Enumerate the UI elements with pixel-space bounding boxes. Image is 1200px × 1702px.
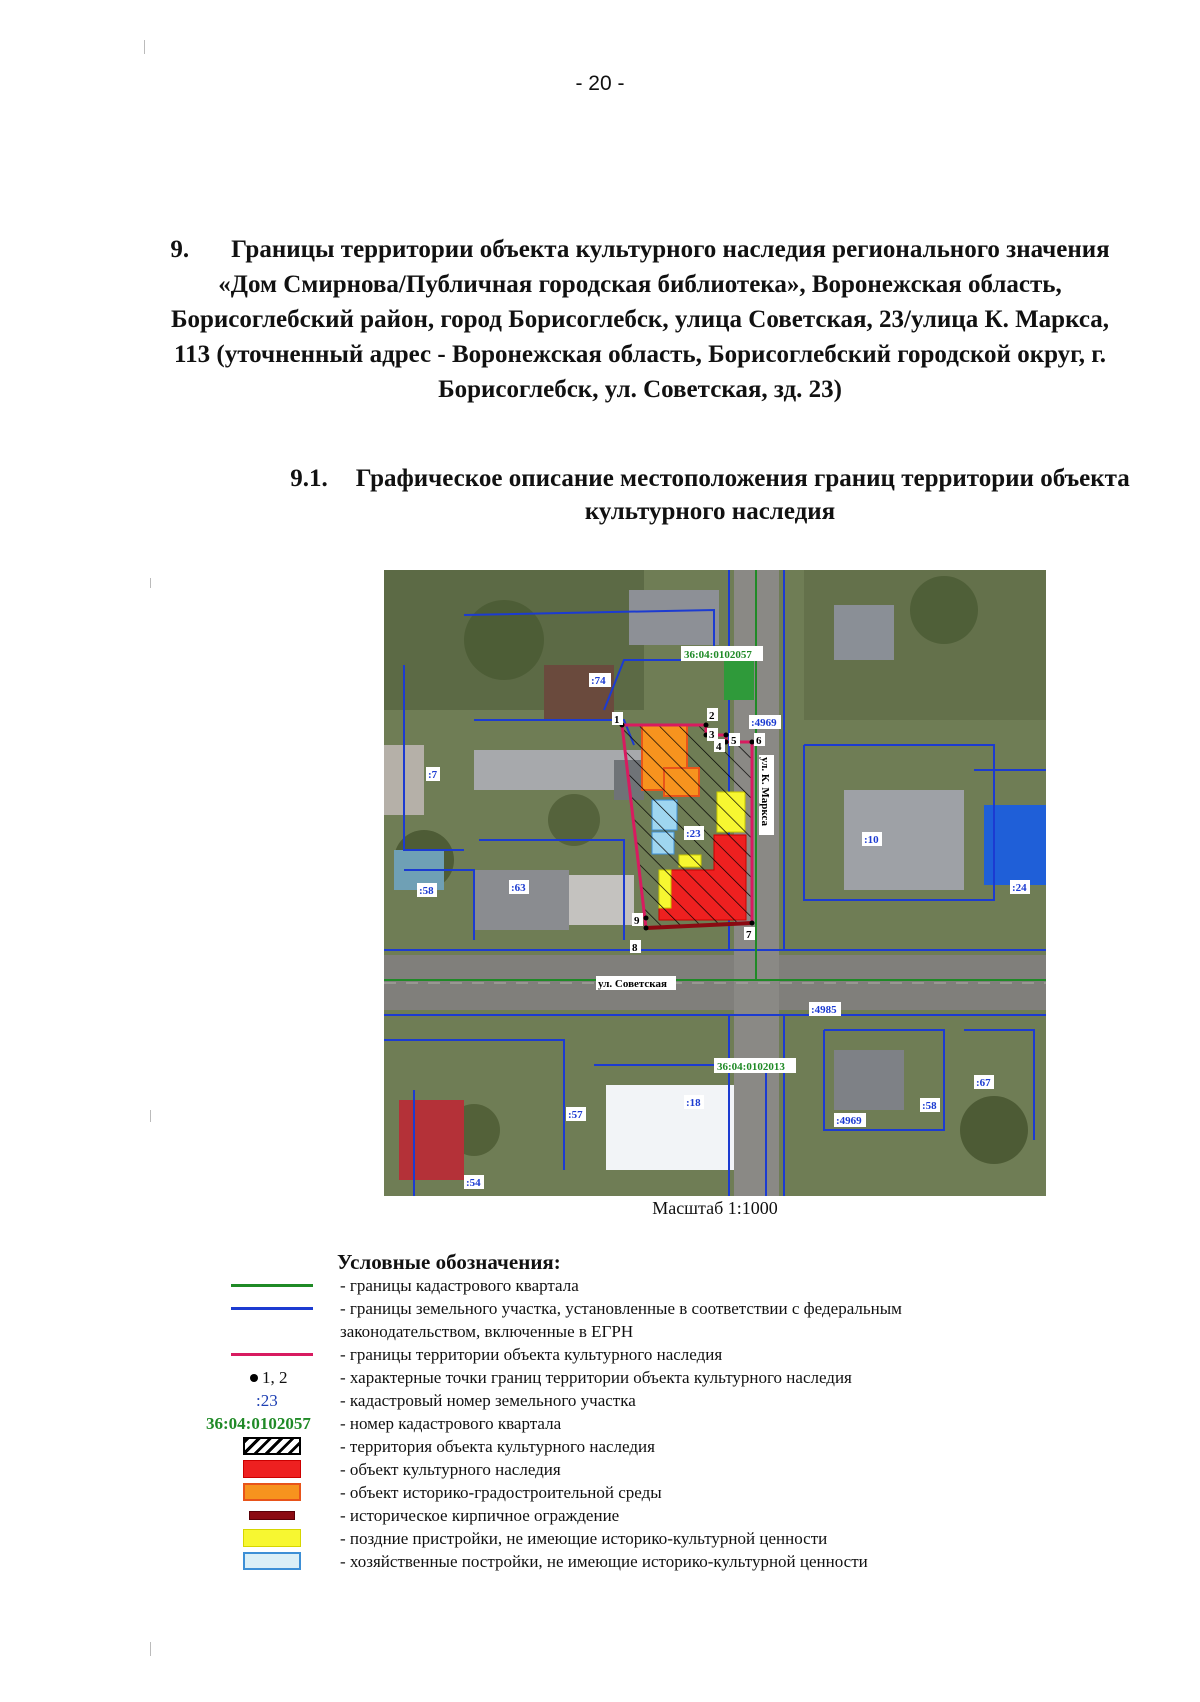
parcel-label: :4969: [751, 717, 777, 729]
legend-text: - территория объекта культурного наследия: [340, 1437, 655, 1456]
quarter-label: 36:04:0102013: [717, 1061, 785, 1073]
roof: [399, 1100, 464, 1180]
environment-swatch: [243, 1483, 301, 1501]
legend-text: - границы земельного участка, установленные в соответствии с федеральным законодательством, включенные в ЕГРН: [340, 1299, 902, 1341]
parcel-label: :23: [686, 828, 701, 840]
legend-text: - поздние пристройки, не имеющие историко-культурной ценности: [340, 1529, 828, 1548]
parcel-label: :74: [591, 675, 606, 687]
point-label: 3: [709, 729, 715, 741]
point-marker: [750, 921, 755, 926]
tree-canopy: [910, 576, 978, 644]
parcel-label: :18: [686, 1097, 701, 1109]
legend-symbol: [190, 1504, 340, 1527]
legend-row-territory-line: [190, 1343, 1090, 1366]
legend-text: - границы территории объекта культурного наследия: [340, 1345, 723, 1364]
legend-row-fence: [190, 1504, 1090, 1527]
green-plot: [724, 660, 754, 700]
roof: [834, 1050, 904, 1110]
point-label: 9: [634, 915, 640, 927]
roof: [629, 590, 719, 645]
legend: [190, 1274, 1090, 1573]
point-marker: [724, 733, 729, 738]
parcel-label: :58: [922, 1100, 937, 1112]
point-label: 8: [632, 942, 638, 954]
parcel-label: :24: [1012, 882, 1027, 894]
cadastral-map: [384, 570, 1046, 1196]
outbuildings-swatch: [243, 1552, 301, 1570]
points-symbol-text: 1, 2: [262, 1368, 288, 1387]
point-label: 1: [614, 714, 620, 726]
scan-mark: [150, 1642, 151, 1656]
street-label: ул. К. Маркса: [759, 757, 771, 826]
legend-row-parcel-line: [190, 1297, 1090, 1343]
legend-symbol: [190, 1297, 340, 1320]
legend-symbol: [190, 1389, 340, 1412]
late-additions-swatch: [243, 1529, 301, 1547]
legend-title: Условные обозначения:: [337, 1250, 561, 1274]
subsection-title: [260, 462, 1160, 528]
parcel-label: :10: [864, 834, 879, 846]
map-scale: Масштаб 1:1000: [652, 1198, 778, 1218]
points-symbol: [250, 1366, 288, 1389]
section-title: [160, 232, 1120, 407]
point-label: 5: [731, 735, 737, 747]
scan-mark: [144, 40, 145, 54]
legend-text: - кадастровый номер земельного участка: [340, 1391, 636, 1410]
legend-text: - объект историко-градостроительной среды: [340, 1483, 662, 1502]
legend-symbol: [190, 1550, 340, 1573]
cadastral-symbol: :23: [256, 1391, 278, 1410]
page-number: - 20 -: [575, 72, 625, 95]
legend-row-hatch: [190, 1435, 1090, 1458]
quarter-symbol: 36:04:0102057: [206, 1414, 311, 1433]
heritage-swatch: [243, 1460, 301, 1478]
legend-symbol: [190, 1412, 340, 1435]
legend-text: - номер кадастрового квартала: [340, 1414, 562, 1433]
point-dot-icon: [250, 1374, 258, 1382]
quarter-label: 36:04:0102057: [684, 649, 752, 661]
legend-symbol: [190, 1435, 340, 1458]
scan-mark: [150, 1110, 151, 1122]
tree-canopy: [548, 794, 600, 846]
scan-mark: [150, 578, 151, 588]
subsection-number: 9.1.: [290, 465, 328, 492]
subsection-title-text: Графическое описание местоположения границ территории объекта культурного наследия: [355, 465, 1130, 525]
point-label: 2: [709, 710, 715, 722]
point-marker: [644, 926, 649, 931]
street-label-vertical: [759, 755, 774, 835]
street-label: ул. Советская: [598, 978, 667, 990]
legend-row-quarter-number: [190, 1412, 1090, 1435]
point-marker: [644, 916, 649, 921]
parcel-label: :4969: [836, 1115, 862, 1127]
roof: [474, 870, 569, 930]
legend-row-environment: [190, 1481, 1090, 1504]
legend-text: - границы кадастрового квартала: [340, 1276, 579, 1295]
territory-line-swatch: [231, 1353, 313, 1356]
tree-canopy: [960, 1096, 1028, 1164]
parcel-label: :63: [511, 882, 526, 894]
legend-text: - хозяйственные постройки, не имеющие историко-культурной ценности: [340, 1552, 868, 1571]
legend-row-outbuildings: [190, 1550, 1090, 1573]
section-number: 9.: [170, 236, 190, 263]
legend-symbol: [190, 1458, 340, 1481]
parcel-label: :58: [419, 885, 434, 897]
point-label: 7: [746, 929, 752, 941]
parcel-label: :4985: [811, 1004, 837, 1016]
legend-text: - историческое кирпичное ограждение: [340, 1506, 620, 1525]
legend-row-late-additions: [190, 1527, 1090, 1550]
parcel-label: :57: [568, 1109, 583, 1121]
parcel-label: :54: [466, 1177, 481, 1189]
roof: [834, 605, 894, 660]
legend-row-cadastral: [190, 1389, 1090, 1412]
tree-canopy: [464, 600, 544, 680]
parcel-label: :7: [428, 769, 438, 781]
legend-symbol: [190, 1274, 340, 1297]
section-title-text: Границы территории объекта культурного наследия регионального значения «Дом Смирнова/Публичная городская библиотека», Воронежская область, Борисоглебский район, город Борисоглебск, улица Советская, 23/улица К. Маркса, 113 (уточненный адрес - Воронежская область, Борисоглебский городской округ, г. Борисоглебск, ул. Советская, зд. 23): [170, 236, 1110, 403]
legend-symbol: [190, 1481, 340, 1504]
map-svg: [384, 570, 1046, 1196]
point-marker: [704, 723, 709, 728]
fence-swatch: [249, 1511, 295, 1520]
legend-text: - характерные точки границ территории объекта культурного наследия: [340, 1368, 852, 1387]
quarter-line-swatch: [231, 1284, 313, 1287]
legend-text: - объект культурного наследия: [340, 1460, 561, 1479]
point-label: 6: [756, 735, 762, 747]
legend-row-heritage: [190, 1458, 1090, 1481]
point-marker: [750, 740, 755, 745]
legend-row-points: [190, 1366, 1090, 1389]
legend-row-quarter-line: [190, 1274, 1090, 1297]
parcel-line-swatch: [231, 1307, 313, 1310]
legend-symbol: [190, 1343, 340, 1366]
hatch-swatch: [243, 1437, 301, 1455]
parcel-label: :67: [976, 1077, 991, 1089]
legend-symbol: [190, 1366, 340, 1389]
point-label: 4: [716, 741, 722, 753]
legend-symbol: [190, 1527, 340, 1550]
